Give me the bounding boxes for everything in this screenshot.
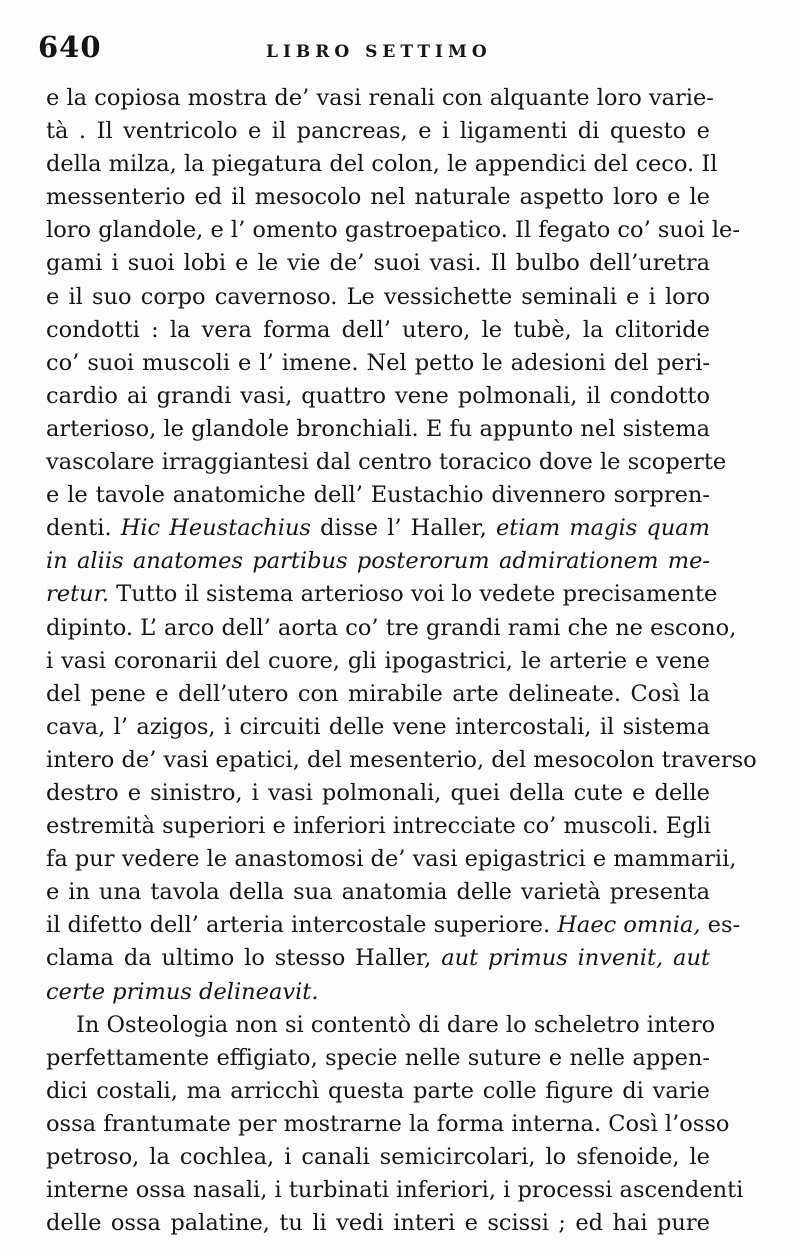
- text-segment: dipinto. L’ arco dell’ aorta co’ tre grandi rami che ne escono,: [46, 614, 737, 641]
- text-segment: petroso, la cochlea, i canali semicircolari, lo sfenoide, le: [46, 1144, 710, 1170]
- italic-text: etiam magis quam: [495, 515, 710, 542]
- text-segment: Tutto il sistema arterioso voi lo vedete precisamente: [109, 581, 718, 608]
- italic-text: certe primus delineavit.: [46, 978, 319, 1005]
- text-segment: es-: [700, 912, 741, 939]
- text-line: [46, 148, 718, 181]
- text-line: [46, 181, 710, 214]
- text-line: [46, 843, 737, 876]
- text-segment: interne ossa nasali, i turbinati inferiori, i processi ascendenti: [46, 1177, 744, 1204]
- text-segment: perfettamente effigiato, specie nelle suture e nelle appen-: [46, 1044, 710, 1071]
- text-segment: messenterio ed il mesocolo nel naturale aspetto loro e le: [46, 184, 710, 211]
- text-line: [46, 876, 710, 909]
- text-line: [46, 281, 710, 314]
- text-segment: In Osteologia non si contentò di dare lo scheletro intero: [76, 1011, 716, 1038]
- text-segment: delle ossa palatine, tu li vedi interi e scissi ; ed hai pure: [46, 1210, 710, 1237]
- italic-text: aut primus invenit, aut: [441, 945, 710, 972]
- text-segment: il difetto dell’ arteria intercostale superiore.: [46, 912, 558, 939]
- text-line: [46, 545, 710, 578]
- text-line: [46, 711, 710, 744]
- page-header: [38, 30, 718, 70]
- text-segment: tà . Il ventricolo e il pancreas, e i ligamenti di questo e: [46, 118, 710, 145]
- text-line: [46, 247, 710, 280]
- text-line: [46, 909, 741, 942]
- text-line: [46, 678, 710, 711]
- text-segment: vascolare irraggiantesi dal centro toracico dove le scoperte: [46, 449, 727, 476]
- text-line: [46, 380, 710, 413]
- text-line: [46, 214, 740, 247]
- text-segment: e le tavole anatomiche dell’ Eustachio divennero sorpren-: [46, 482, 710, 509]
- text-segment: e il suo corpo cavernoso. Le vessichette seminali e i loro: [46, 283, 710, 310]
- text-segment: cardio ai grandi vasi, quattro vene polmonali, il condotto: [46, 382, 710, 409]
- text-line: [46, 512, 710, 545]
- italic-text: Haec omnia,: [557, 912, 701, 939]
- text-line: [46, 1042, 710, 1075]
- text-line: [46, 1075, 710, 1108]
- text-segment: dici costali, ma arricchì questa parte colle figure di varie: [46, 1077, 710, 1104]
- text-segment: estremità superiori e inferiori intrecciate co’ muscoli. Egli: [46, 813, 711, 840]
- text-line: [46, 976, 710, 1009]
- text-segment: cava, l’ azigos, i circuiti delle vene intercostali, il sistema: [46, 713, 710, 740]
- text-line: [46, 612, 737, 645]
- text-line: [46, 1207, 710, 1240]
- text-line: [46, 479, 710, 512]
- running-head: LIBRO SETTIMO: [266, 42, 492, 62]
- text-line: [46, 1174, 744, 1207]
- body-text: [46, 82, 757, 1240]
- text-segment: loro glandole, e l’ omento gastroepatico. Il fegato co’ suoi le-: [46, 217, 740, 244]
- text-segment: condotti : la vera forma dell’ utero, le tubè, la clitoride: [46, 316, 710, 343]
- text-segment: fa pur vedere le anastomosi de’ vasi epigastrici e mammarii,: [46, 846, 737, 873]
- text-line: [46, 578, 718, 611]
- text-line: [46, 82, 714, 115]
- text-segment: della milza, la piegatura del colon, le appendici del ceco. Il: [46, 151, 718, 178]
- text-segment: i vasi coronarii del cuore, gli ipogastrici, le arterie e vene: [46, 647, 710, 674]
- text-line: [46, 1108, 730, 1141]
- text-segment: co’ suoi muscoli e l’ imene. Nel petto le adesioni del peri-: [46, 349, 710, 376]
- page-number: 640: [38, 30, 102, 64]
- text-segment: arterioso, le glandole bronchiali. E fu appunto nel sistema: [46, 415, 710, 442]
- text-segment: clama da ultimo lo stesso Haller,: [46, 945, 442, 972]
- text-segment: ossa frantumate per mostrarne la forma interna. Così l’osso: [46, 1110, 730, 1137]
- text-line: [46, 744, 757, 777]
- text-line: [46, 446, 727, 479]
- text-segment: e la copiosa mostra de’ vasi renali con alquante loro varie-: [46, 85, 714, 111]
- italic-text: retur.: [46, 581, 110, 608]
- text-segment: intero de’ vasi epatici, del mesenterio, del mesocolon traverso: [46, 746, 757, 773]
- text-segment: gami i suoi lobi e le vie de’ suoi vasi. Il bulbo dell’uretra: [46, 250, 710, 277]
- italic-text: Hic Heustachius: [120, 515, 311, 542]
- text-line: [46, 810, 710, 843]
- text-segment: e in una tavola della sua anatomia delle varietà presenta: [46, 879, 710, 906]
- text-line: [46, 942, 710, 975]
- text-line: [46, 115, 710, 148]
- text-segment: del pene e dell’utero con mirabile arte delineate. Così la: [46, 680, 710, 707]
- text-line: [46, 413, 710, 446]
- italic-text: in aliis anatomes partibus posterorum admirationem me-: [46, 548, 710, 575]
- text-segment: destro e sinistro, i vasi polmonali, quei della cute e delle: [46, 779, 710, 806]
- text-segment: denti.: [46, 515, 121, 542]
- text-line: [46, 777, 710, 810]
- text-line: [46, 645, 710, 678]
- text-line: [46, 1009, 716, 1042]
- text-line: [46, 1141, 710, 1174]
- text-line: [46, 347, 710, 380]
- text-line: [46, 314, 710, 347]
- text-segment: disse l’ Haller,: [310, 515, 496, 542]
